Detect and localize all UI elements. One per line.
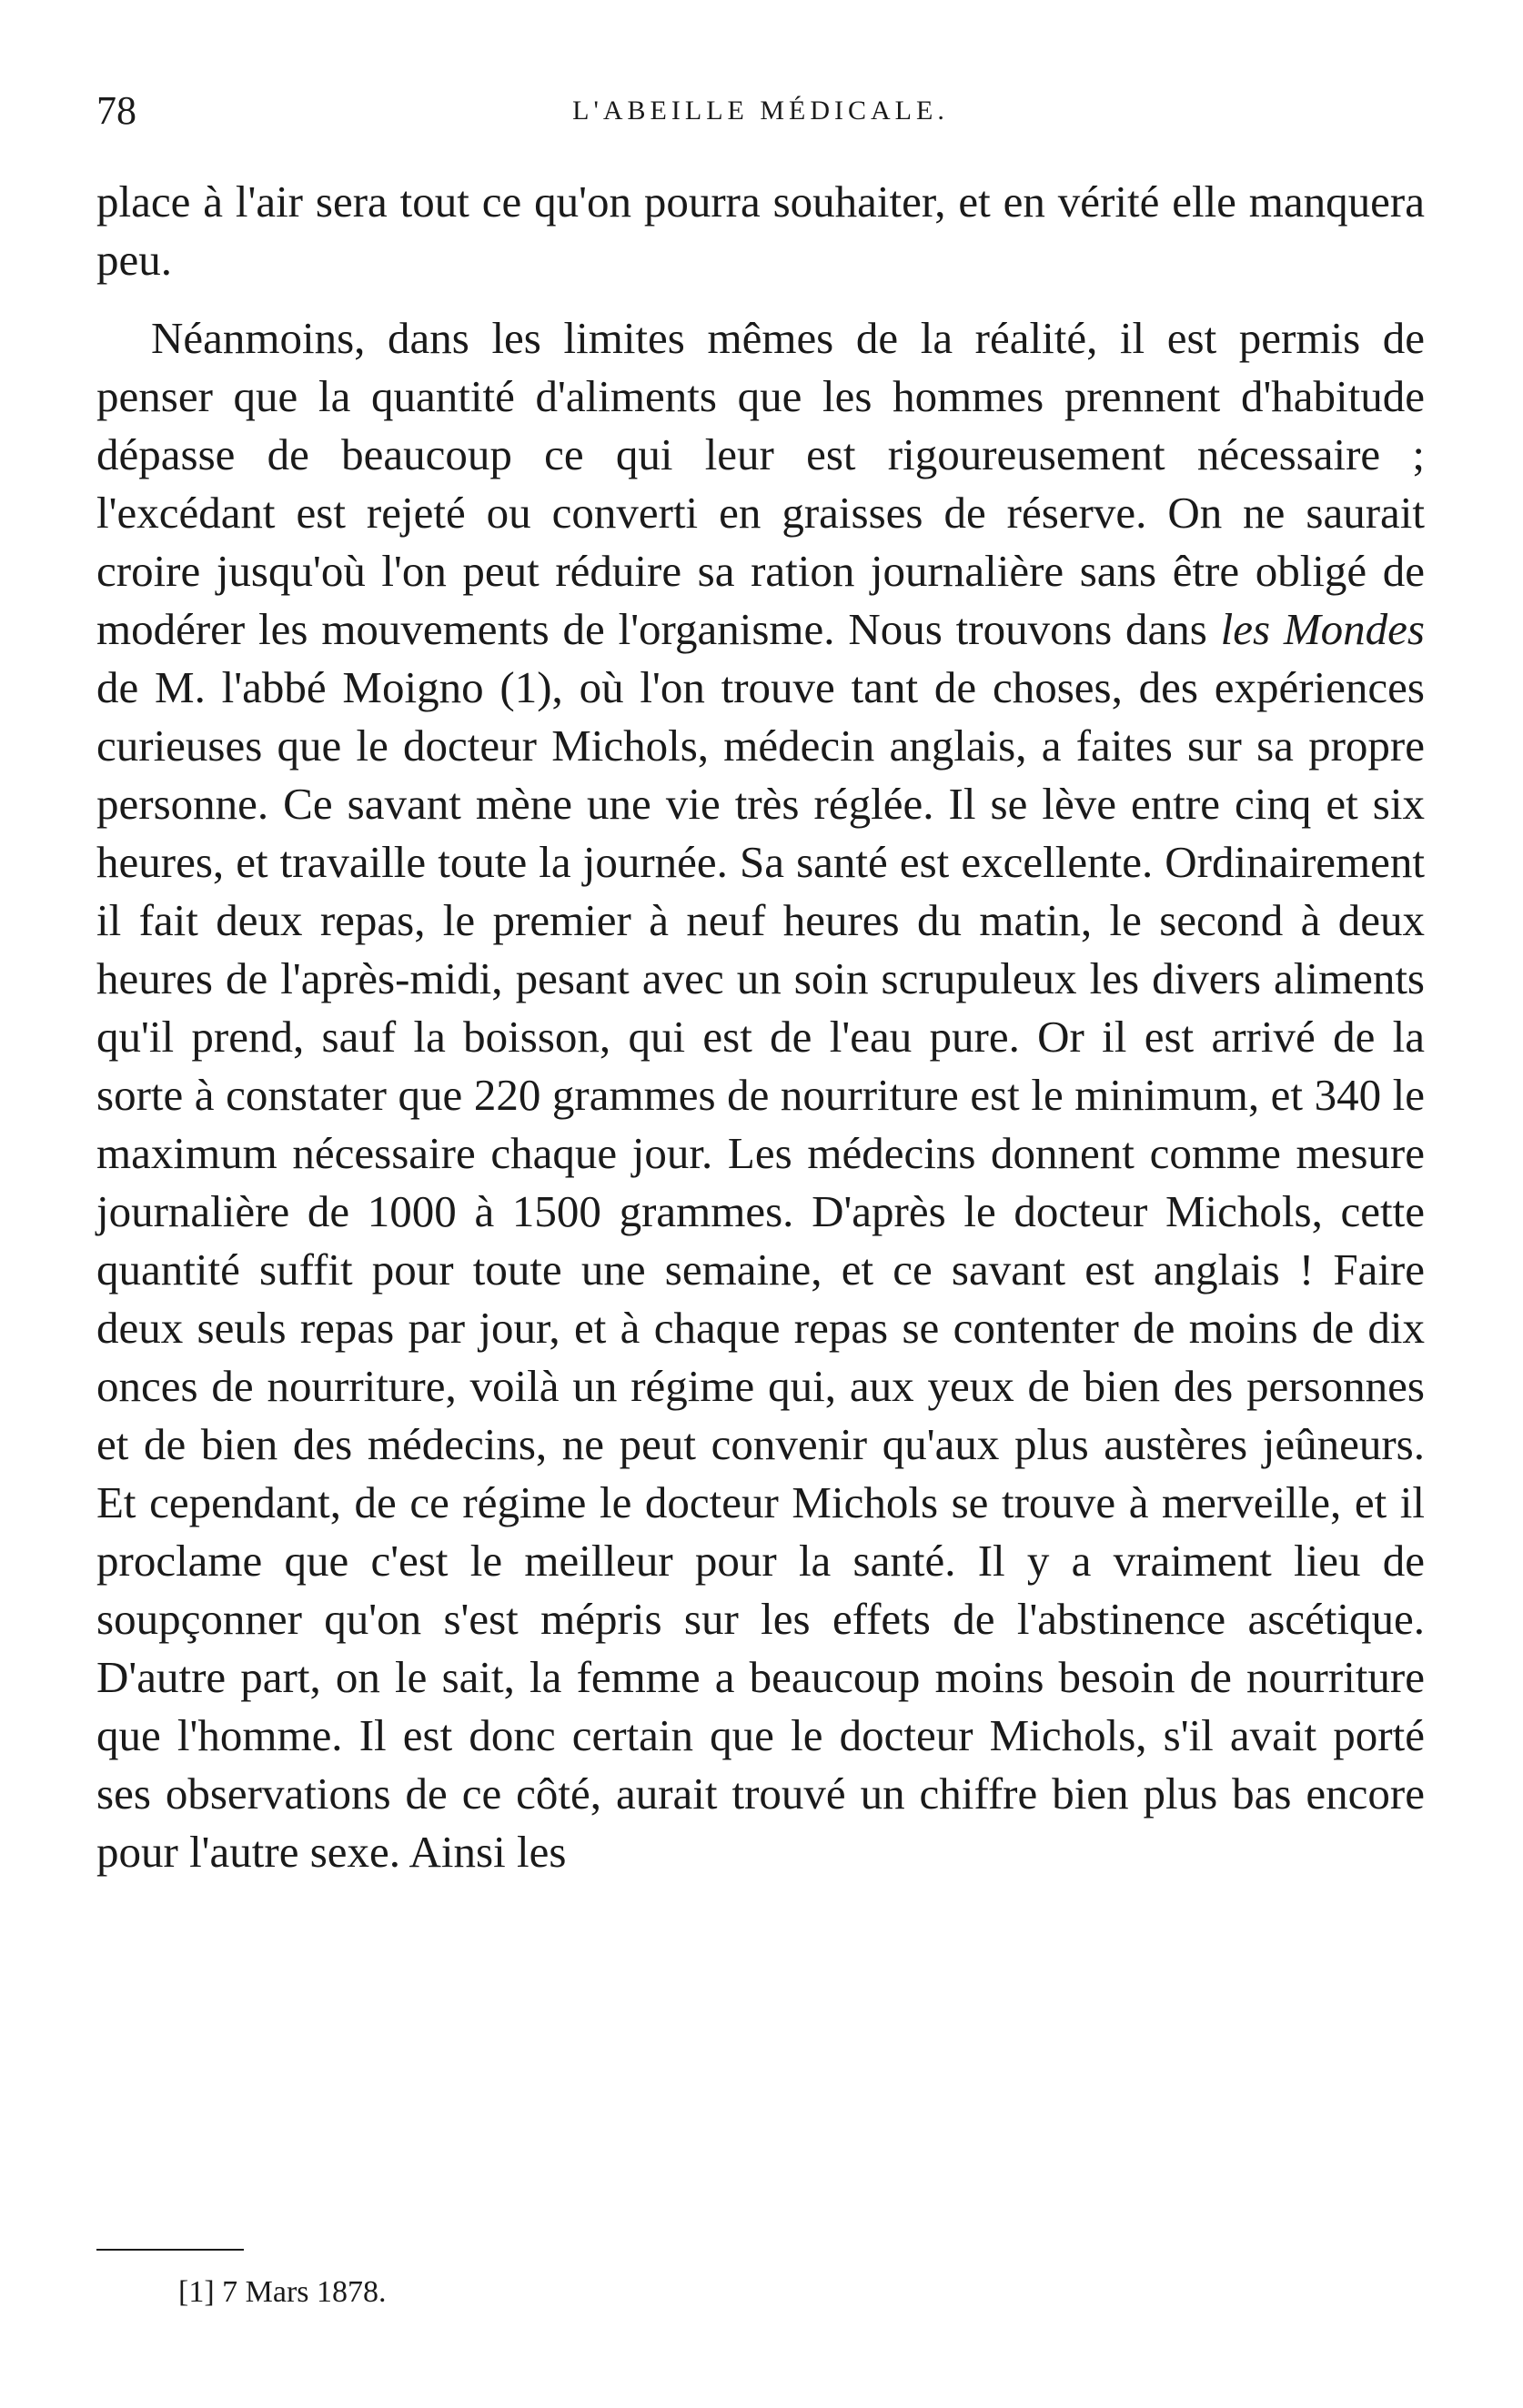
paragraph-main: [96, 309, 1425, 1881]
footnote: [1] 7 Mars 1878.: [178, 2275, 387, 2309]
body-text: [96, 173, 1425, 1881]
page-number: 78: [96, 88, 136, 133]
paragraph-main-part-1: Néanmoins, dans les limites mêmes de la réalité, il est permis de penser que la quantité d'aliments que les hommes prennent d'habitude dépasse de beaucoup ce qui leur est rigoureusement nécessaire ; l'excédant est rejeté ou converti en graisses de réserve. On ne saurait croire jusqu'où l'on peut réduire sa ration journalière sans être obligé de modérer les mouvements de l'organisme. Nous trouvons dans: [96, 313, 1425, 654]
journal-title-italic: les Mondes: [1220, 604, 1425, 654]
footnote-rule: [96, 2249, 244, 2251]
page-header: [96, 84, 1425, 138]
running-head: L'ABEILLE MÉDICALE.: [572, 96, 949, 126]
paragraph-main-part-2: de M. l'abbé Moigno (1), où l'on trouve tant de choses, des expériences curieuses que le docteur Michols, médecin anglais, a faites sur sa propre personne. Ce savant mène une vie très réglée. Il se lève entre cinq et six heures, et travaille toute la journée. Sa santé est excellente. Ordinairement il fait deux repas, le premier à neuf heures du matin, le second à deux heures de l'après-midi, pesant avec un soin scrupuleux les divers aliments qu'il prend, sauf la boisson, qui est de l'eau pure. Or il est arrivé de la sorte à constater que 220 grammes de nourriture est le minimum, et 340 le maximum nécessaire chaque jour. Les médecins donnent comme mesure journalière de 1000 à 1500 grammes. D'après le docteur Michols, cette quantité suffit pour toute une semaine, et ce savant est anglais ! Faire deux seuls repas par jour, et à chaque repas se contenter de moins de dix onces de nourriture, voilà un régime qui, aux yeux de bien des personnes et de bien des médecins, ne peut convenir qu'aux plus austères jeûneurs. Et cependant, de ce régime le docteur Michols se trouve à merveille, et il proclame que c'est le meilleur pour la santé. Il y a vraiment lieu de soupçonner qu'on s'est mépris sur les effets de l'abstinence ascétique. D'autre part, on le sait, la femme a beaucoup moins besoin de nourriture que l'homme. Il est donc certain que le docteur Michols, s'il avait porté ses observations de ce côté, aurait trouvé un chiffre bien plus bas encore pour l'autre sexe. Ainsi les: [96, 662, 1425, 1877]
paragraph-continued: place à l'air sera tout ce qu'on pourra souhaiter, et en vérité elle manquera peu.: [96, 176, 1425, 285]
